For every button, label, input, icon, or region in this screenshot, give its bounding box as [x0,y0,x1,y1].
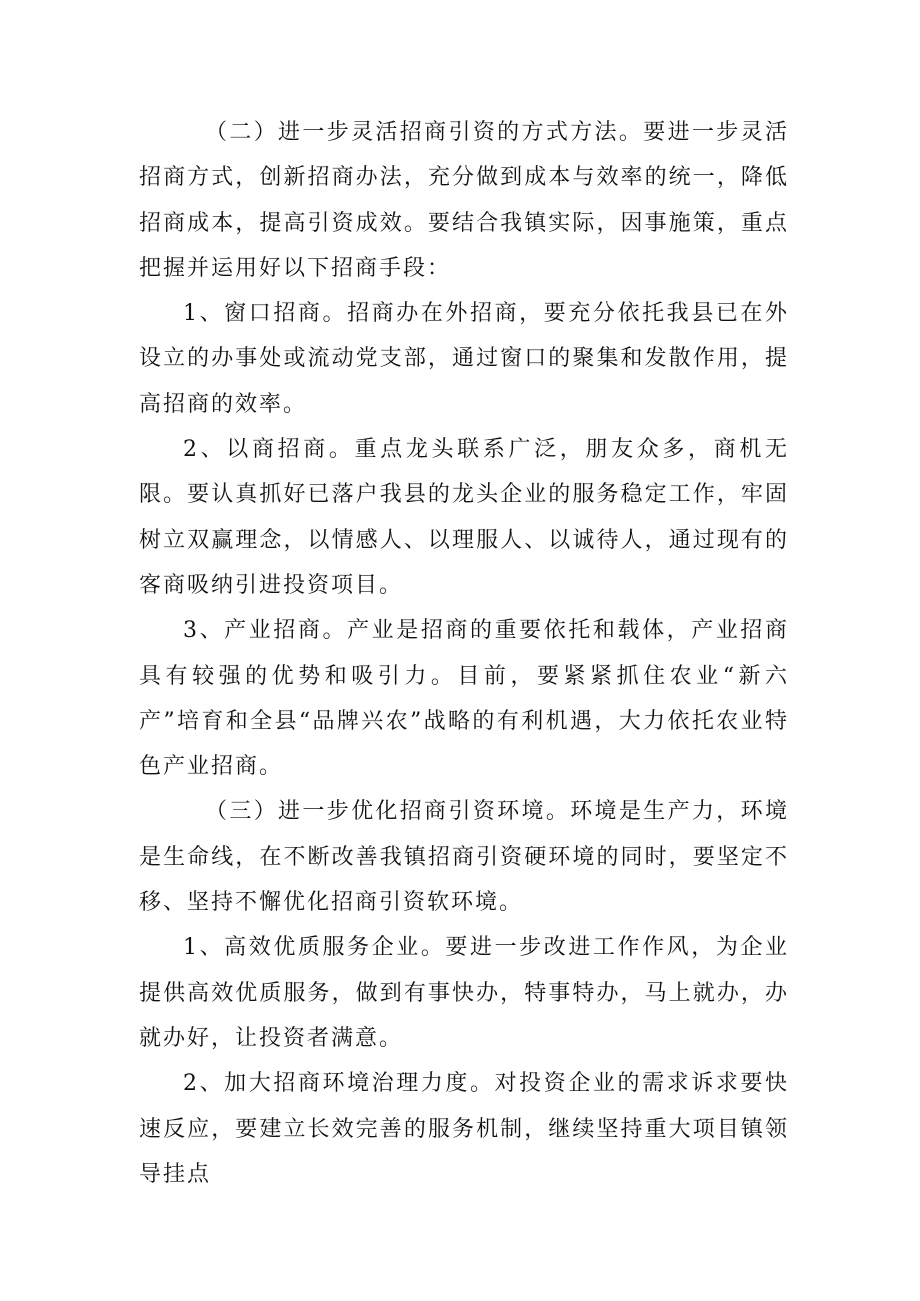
item-business-investment-paragraph: 2、以商招商。重点龙头联系广泛，朋友众多，商机无限。要认真抓好已落户我县的龙头企业的服务稳定工作，牢固树立双赢理念，以情感人、以理服人、以诚待人，通过现有的客商吸纳引进投资项目。 [139,437,789,598]
item-window-investment-paragraph: 1、窗口招商。招商办在外招商，要充分依托我县已在外设立的办事处或流动党支部，通过窗口的聚集和发散作用，提高招商的效率。 [139,301,789,417]
item-service-paragraph: 1、高效优质服务企业。要进一步改进工作作风，为企业提供高效优质服务，做到有事快办，特事特办，马上就办，办就办好，让投资者满意。 [139,935,789,1051]
section-three-paragraph: （三）进一步优化招商引资环境。环境是生产力，环境是生命线，在不断改善我镇招商引资硬环境的同时，要坚定不移、坚持不懈优化招商引资软环境。 [139,799,789,916]
item-environment-governance-paragraph: 2、加大招商环境治理力度。对投资企业的需求诉求要快速反应，要建立长效完善的服务机制，继续坚持重大项目镇领导挂点 [139,1071,789,1187]
document-page [139,110,789,1197]
item-industry-investment-paragraph: 3、产业招商。产业是招商的重要依托和载体，产业招商具有较强的优势和吸引力。目前，要紧紧抓住农业“新六产”培育和全县“品牌兴农”战略的有利机遇，大力依托农业特色产业招商。 [139,618,789,780]
section-two-paragraph: （二）进一步灵活招商引资的方式方法。要进一步灵活招商方式，创新招商办法，充分做到成本与效率的统一，降低招商成本，提高引资成效。要结合我镇实际，因事施策，重点把握并运用好以下招商手段： [139,120,789,281]
